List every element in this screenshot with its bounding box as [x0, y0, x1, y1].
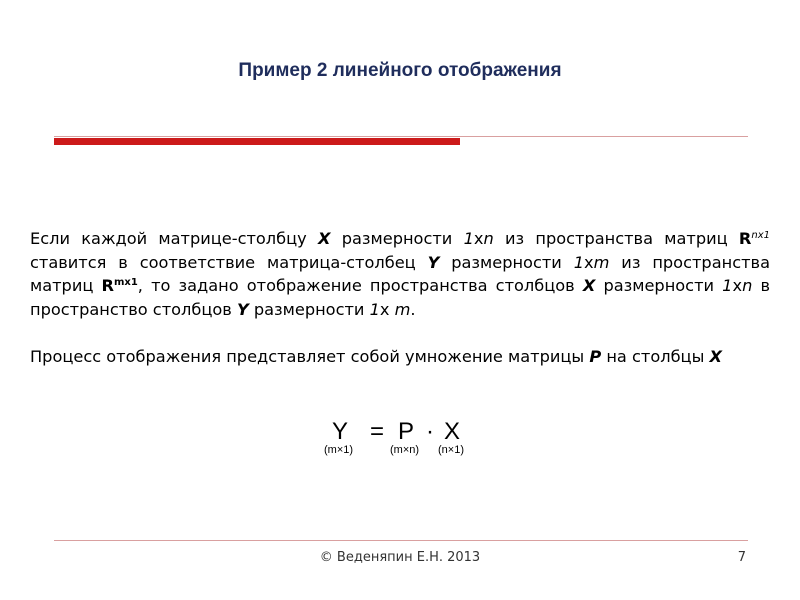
paragraph-definition	[30, 227, 770, 321]
formula-sub-X: (n×1)	[438, 444, 464, 456]
formula-dot: ·	[426, 418, 434, 445]
dimension: m	[593, 252, 610, 272]
matrix-X: X	[317, 229, 331, 248]
formula	[318, 418, 488, 466]
dimension: x	[473, 229, 484, 248]
text: , то задано отображение пространства столбцов	[137, 276, 583, 295]
footer-divider	[54, 540, 748, 541]
formula-sub-Y: (m×1)	[324, 444, 354, 456]
footer-copyright: © Веденяпин Е.Н. 2013	[319, 550, 481, 565]
dimension: x	[379, 299, 395, 319]
matrix-Y: Y	[427, 252, 440, 272]
text: на столбцы	[601, 346, 710, 366]
slide-body	[30, 227, 770, 368]
text: размерности	[439, 252, 574, 272]
text: из пространства матриц	[30, 252, 770, 295]
formula-X: X	[444, 418, 461, 445]
text: .	[410, 299, 416, 319]
text: размерности	[330, 229, 464, 248]
text: размерности	[248, 299, 370, 319]
dimension: 1	[463, 229, 474, 248]
page-number: 7	[737, 550, 746, 565]
paragraph-process	[30, 345, 770, 369]
space-R-superscript: nx1	[751, 230, 770, 241]
formula-sub-P: (m×n)	[390, 444, 420, 456]
formula-Y: Y	[332, 418, 349, 445]
space-R: R	[101, 276, 114, 295]
dimension: n	[483, 229, 494, 248]
matrix-Y: Y	[236, 299, 249, 319]
dimension: 1	[722, 276, 733, 295]
dimension: 1	[369, 299, 380, 319]
text: в пространство столбцов	[30, 276, 770, 319]
space-R-superscript: mx1	[113, 277, 138, 288]
text: ставится в соответствие матрица-столбец	[30, 252, 428, 272]
title-divider-thin	[54, 136, 748, 137]
text: Процесс отображения представляет собой умножение матрицы	[30, 346, 590, 366]
dimension: m	[394, 299, 411, 319]
text: Если каждой матрице-столбцу	[30, 229, 318, 248]
space-R: R	[738, 229, 752, 248]
formula-P: P	[398, 418, 415, 445]
formula-equals: =	[370, 418, 385, 445]
matrix-P: P	[589, 346, 602, 366]
dimension: 1	[573, 252, 585, 272]
matrix-X: X	[582, 276, 596, 295]
dimension: x	[732, 276, 743, 295]
matrix-X: X	[709, 346, 722, 366]
text: размерности	[595, 276, 723, 295]
dimension: x	[584, 252, 594, 272]
slide-title: Пример 2 линейного отображения	[238, 60, 562, 81]
text: из пространства матриц	[493, 229, 739, 248]
dimension: n	[742, 276, 753, 295]
title-divider-thick	[54, 138, 460, 145]
